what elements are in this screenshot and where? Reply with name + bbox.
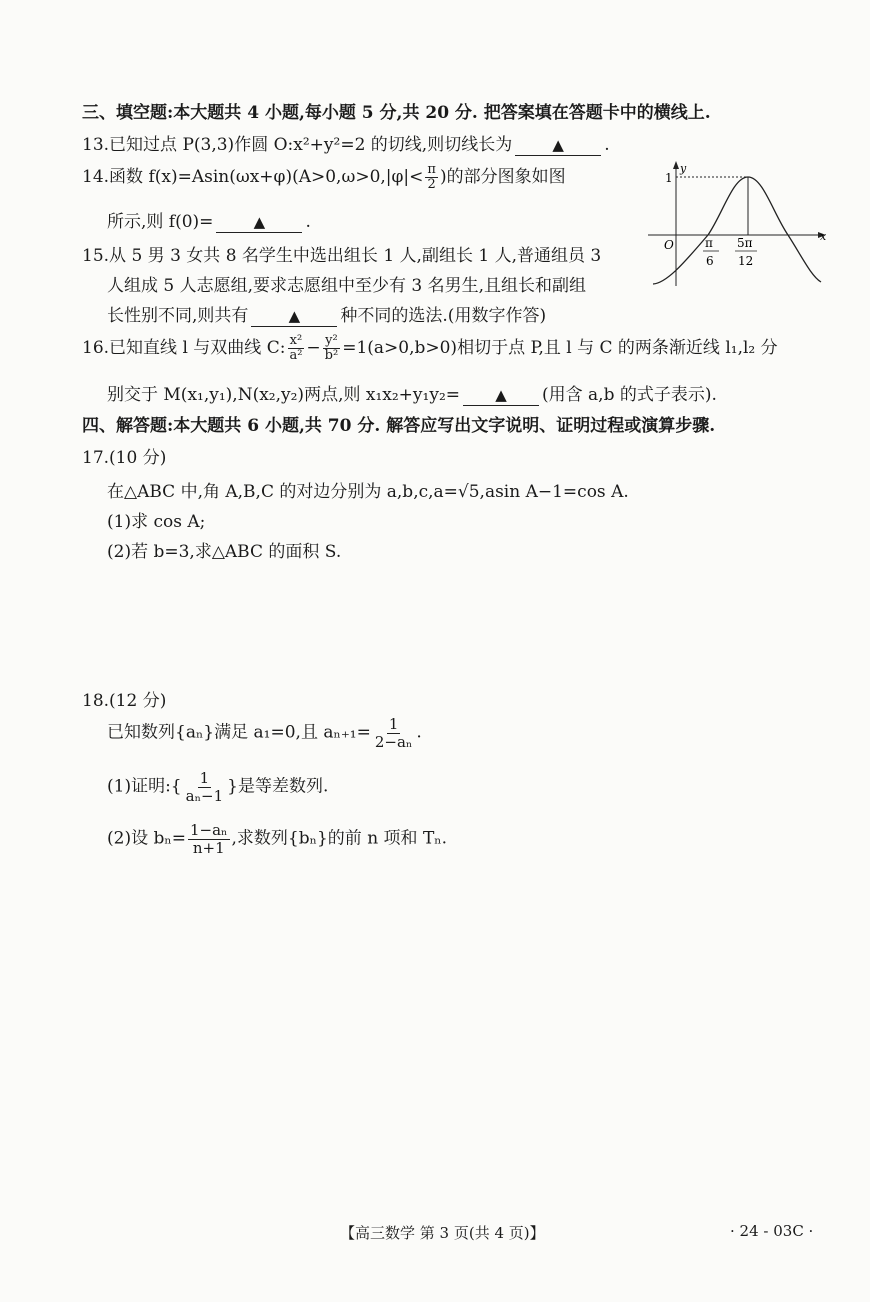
q14-answer-blank[interactable] [216,214,302,233]
q16-frac1-num: x² [289,332,303,348]
q13-text: 已知过点 P(3,3)作圆 O:x²+y²=2 的切线,则切线长为 [109,135,513,155]
q14-tail: . [305,212,311,232]
q18-stem-fraction [373,716,415,750]
q18-part1-fraction [184,770,226,804]
q18-part1-frac-num: 1 [199,769,210,787]
q18-part2-before: (2)设 bₙ= [107,828,186,849]
q14-phi-bound-fraction [425,163,438,193]
q17-part1: (1)求 cos A; [107,512,206,532]
question-16-line-2 [107,380,717,406]
q18-stem-frac-num: 1 [388,715,399,733]
q15-line3-before: 长性别不同,则共有 [107,306,249,326]
q18-stem [107,716,422,750]
graph-y-arrow [673,161,679,169]
q13-tail: . [604,135,610,155]
q18-part2-after: ,求数列{bₙ}的前 n 项和 Tₙ. [231,828,448,849]
q17-part2: (2)若 b=3,求△ABC 的面积 S. [107,542,342,562]
graph-x-label: x [820,230,827,243]
q13-blank-mark: ▲ [552,136,564,154]
q18-part2-fraction [188,822,230,856]
q15-line1: 从 5 男 3 女共 8 名学生中选出组长 1 人,副组长 1 人,普通组员 3 [109,246,602,266]
q14-frac-num: π [427,161,436,177]
graph-origin-label: O [664,238,674,252]
question-16 [82,333,778,363]
q18-part2-frac-num: 1−aₙ [189,821,228,839]
q15-number: 15. [82,246,110,266]
graph-tick1-den: 6 [706,254,714,268]
q15-line3-after: 种不同的选法.(用数字作答) [340,306,547,326]
q15-line2: 人组成 5 人志愿组,要求志愿组中至少有 3 名男生,且组长和副组 [107,276,587,296]
graph-tick1-num: π [705,236,713,250]
q16-line2-before: 别交于 M(x₁,y₁),N(x₂,y₂)两点,则 x₁x₂+y₁y₂= [107,385,461,405]
q18-header: 18.(12 分) [82,691,167,711]
footer-page-info: 【高三数学 第 3 页(共 4 页)】 [340,1224,545,1242]
sine-curve [653,177,821,284]
q13-number: 13. [82,135,110,155]
q17-header: 17.(10 分) [82,448,167,468]
q14-text-before: 函数 f(x)=Asin(ωx+φ)(A>0,ω>0,|φ|< [109,167,424,187]
question-13 [82,130,610,156]
q16-frac-x [287,334,304,364]
q17-stem: 在△ABC 中,角 A,B,C 的对边分别为 a,b,c,a=√5,asin A−1=cos A. [107,482,629,502]
q13-answer-blank[interactable] [515,137,601,156]
q18-part2 [107,822,447,856]
q18-stem-frac-den: 2−aₙ [374,732,413,751]
q14-line2: 所示,则 f(0)= [107,212,214,232]
q18-part1 [107,770,328,804]
q15-blank-mark: ▲ [288,307,301,325]
q16-frac1-den: a² [289,348,303,363]
graph-tick2-num: 5π [737,236,753,250]
graph-tick2-den: 12 [738,254,754,268]
section-3-heading: 三、填空题:本大题共 4 小题,每小题 5 分,共 20 分. 把答案填在答题卡中的横线上. [82,103,711,123]
question-14 [82,162,566,192]
graph-max-label: 1 [665,171,673,185]
q16-text-before: 已知直线 l 与双曲线 C: [109,338,286,358]
q18-stem-after: . [416,722,422,743]
q18-part1-frac-den: aₙ−1 [185,786,224,805]
sine-graph-figure [643,158,833,288]
q18-part1-before: (1)证明:{ [107,776,182,797]
footer-code: · 24 - 03C · [730,1222,814,1240]
q16-number: 16. [82,338,110,358]
q16-frac2-den: b² [324,348,339,363]
q18-part2-frac-den: n+1 [192,838,225,857]
q14-text-after: )的部分图象如图 [439,167,566,187]
q16-text-after: =1(a>0,b>0)相切于点 P,且 l 与 C 的两条渐近线 l₁,l₂ 分 [342,338,778,358]
q16-blank-mark: ▲ [495,386,507,404]
q16-frac2-num: y² [325,332,338,348]
question-15 [82,241,601,266]
q16-frac-y [323,334,341,364]
section-4-heading: 四、解答题:本大题共 6 小题,共 70 分. 解答应写出文字说明、证明过程或演算步骤. [82,416,716,436]
q14-number: 14. [82,167,110,187]
q14-blank-mark: ▲ [253,213,266,231]
question-14-line-2 [107,207,311,233]
q16-line2-after: (用含 a,b 的式子表示). [542,385,717,405]
q18-stem-before: 已知数列{aₙ}满足 a₁=0,且 aₙ₊₁= [107,722,371,743]
q14-frac-den: 2 [427,177,436,192]
q16-minus: − [306,338,321,358]
q18-part1-after: }是等差数列. [227,776,329,797]
q16-answer-blank[interactable] [463,387,539,406]
question-15-line-3 [107,301,546,327]
q15-answer-blank[interactable] [251,308,337,327]
graph-y-label: y [680,162,687,175]
